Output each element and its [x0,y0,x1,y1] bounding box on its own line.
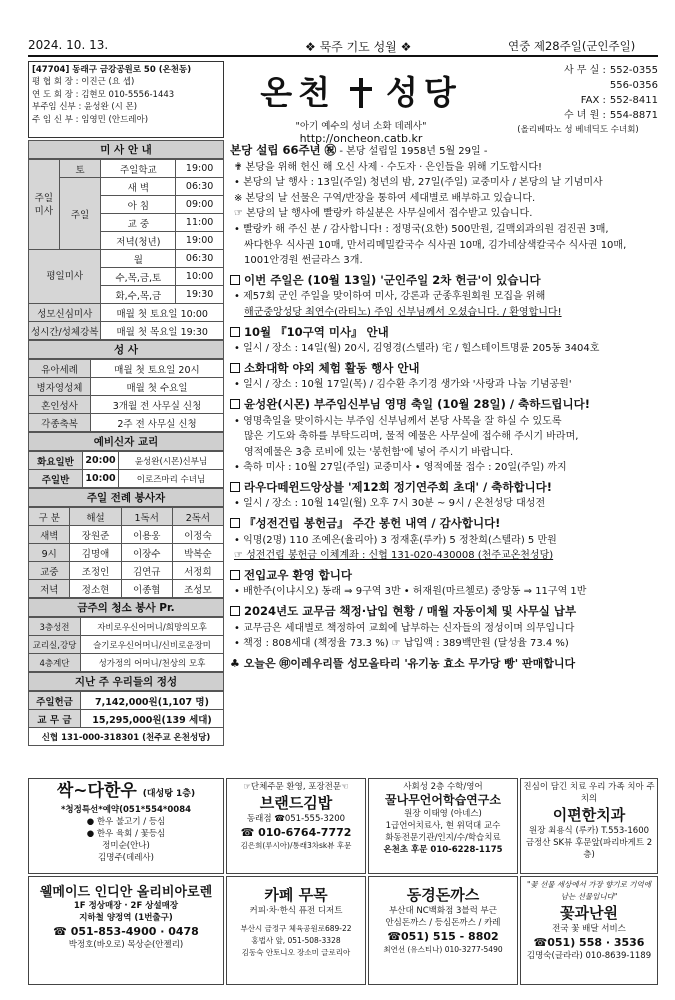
news-item [230,397,658,476]
ad-line: 1급언어치료사, 현 위덕대 교수 [385,821,501,831]
ad-subtitle: (대성탕 1층) [142,789,196,799]
ad-subtitle: "꽃 선물 세상에서 가장 향기로 기억에 남는 선물입니다" [526,880,652,901]
cleaning-groups: 성가정의 어머니/천상의 모후 [81,654,224,672]
ad-box [226,778,366,874]
ads-section [28,778,658,985]
news-line: • 일시 / 장소 : 10월 17일(목) / 김수환 추기경 생가와 '사랑과 나눔 기념공원' [234,379,572,391]
news-item [230,604,658,652]
ad-title: 싹~다한우 [56,781,137,801]
contact-value: 552-8411 [609,95,658,106]
ad-line: 전국 꽃 배달 서비스 [552,924,626,934]
closing-notice: ♣ 오늘은 ㊞이레우리뜰 성모올타리 '유기농 효소 무가당 빵' 판매합니다 [230,656,576,670]
mass-time: 19:30 [176,286,224,304]
server-cell: 장원준 [70,526,121,544]
ad-title: 브랜드김밥 [259,794,333,812]
mass-table [28,159,224,340]
ad-line: 김명주(데레사) [98,853,154,863]
prep-time: 10:00 [83,470,119,488]
mass-name: 새 벽 [101,178,176,196]
news-title: 본당 설립 66주년 ㊗ [230,143,337,157]
checkbox-icon [230,570,240,580]
checkbox-icon [230,518,240,528]
news-line: • 교무금은 세대별로 책정하여 교회에 납부하는 신자들의 정성이며 의무입니다 [234,622,575,634]
mass-name: 아 침 [101,196,176,214]
ad-line: 원장 최용식 (루카) T.553-1600 [528,826,650,836]
ad-line: 동래점 ☎051-555-3200 [246,814,346,824]
server-cell: 이종협 [121,580,172,598]
mass-time: 19:00 [176,232,224,250]
ad-line: 박정호(바오로) 목상순(안젤리) [68,940,184,950]
website-link[interactable]: http://oncheon.catb.kr [299,132,423,145]
news-line: • 제57회 군인 주일을 맞이하여 미사, 강론과 군종후원회원 모집을 위해 [234,291,546,303]
server-cell: 정소현 [70,580,121,598]
mass-time: 19:00 [176,160,224,178]
prep-class: 주일반 [29,470,83,488]
month-title: ❖ 묵주 기도 성월 ❖ [305,40,412,54]
news-column [230,143,658,671]
extra-mass-value: 매월 첫 토요일 10:00 [101,304,224,322]
ad-line: ● 한우 육회 / 꽃등심 [86,829,166,839]
mass-name: 수,목,금,토 [101,268,176,286]
mass-time: 06:30 [176,178,224,196]
news-line: 1001안경원 썬글라스 3개. [244,255,363,267]
server-cell: 조정인 [70,562,121,580]
contact-label: 사 무 실 : [563,65,606,76]
sacrament-name: 각종축복 [29,414,91,432]
ad-line: 1F 정상매장 · 2F 상설매장 [73,901,179,911]
news-line: 싸다한우 식사권 10매, 만서리메밀칼국수 식사권 10매, 김가네삼색칼국수 식사권 10매, [244,239,627,251]
contact-value: 552-0355 [609,65,658,76]
server-cell: 새벽 [29,526,70,544]
ad-line: 김동숙 안토니오 장소미 글로리아 [241,948,351,957]
ad-subtitle: 커피·차·한식 퓨전 디저트 [249,906,343,916]
cleaning-area: 3층성전 [29,618,81,636]
contact-label: 수 녀 원 : [563,110,606,121]
ad-subtitle: 사회성 2층 수학/영어 [403,782,483,792]
ad-line: 안심돈까스 / 등심돈까스 / 카레 [385,918,501,928]
news-line: ☞ 성전건립 봉헌금 이체계좌 : 신협 131-020-430008 (천주교온천성당) [234,550,554,562]
news-line: ※ 본당의 날 선물은 구역/반장을 통하여 세대별로 배부하고 있습니다. [234,192,536,204]
server-cell: 김명애 [70,544,121,562]
ad-line: *청정특선*예약(051*554*0084 [60,805,192,815]
news-title: 전입교우 환영 합니다 [244,567,352,582]
news-item [230,143,658,269]
ad-line: 부산대 NC백화점 3블럭 부근 [389,906,497,916]
server-cell: 이용웅 [121,526,172,544]
council-president: 평 협 회 장 : 이진근 (요 셉) [32,77,135,88]
offering-value: 7,142,000원(1,107 명) [81,692,224,710]
contact-value: 556-0356 [609,80,658,91]
logo-name-left: 온천 [260,73,336,112]
server-cell: 박복순 [172,544,223,562]
bulletin-page [28,61,658,985]
server-cell: 이정숙 [172,526,223,544]
ad-subtitle: ☞단체주문 환영, 포장전문☜ [243,782,349,792]
cleaning-groups: 슬기로우신어머니/신비로운장미 [81,636,224,654]
checkbox-icon [230,327,240,337]
prep-class: 화요일반 [29,452,83,470]
news-title: 이번 주일은 (10월 13일) '군인주일 2차 헌금'이 있습니다 [244,272,541,287]
news-item [230,361,658,393]
server-cell: 9시 [29,544,70,562]
checkbox-icon [230,275,240,285]
sacrament-name: 유아세례 [29,360,91,378]
ad-line: 김은희(루시아)/통래3차sk뷰 후문 [240,841,352,850]
ad-line: 최연선 (유스티나) 010-3277-5490 [383,945,503,954]
sacraments-table [28,359,224,432]
news-title: 『성전건립 봉헌금』 주간 봉헌 내역 / 감사합니다! [244,516,501,531]
contact-info [498,61,658,138]
ad-line: 화동전문기관/인지/수/학습치료 [385,833,501,843]
ad-line: 지하철 양정역 (1번출구) [79,913,173,923]
mass-time: 06:30 [176,250,224,268]
offering-title: 지난 주 우리들의 정성 [28,672,224,691]
checkbox-icon [230,606,240,616]
address: [47704] 동래구 금강공원로 50 (온천동) [32,65,192,75]
ad-line: 정미순(안나) [102,841,150,851]
news-item [230,480,658,512]
assistant-priest: 부주임 신부 : 윤성완 (시 몬) [32,102,138,113]
contact-value: 554-8871 [609,110,658,121]
ad-title: 이편한치과 [552,806,626,824]
extra-mass-label: 성시간/성체강복 [29,322,101,340]
weekday-mass-label: 평일미사 [29,250,101,304]
mass-name: 주일학교 [101,160,176,178]
mass-time: 09:00 [176,196,224,214]
parish-info [28,61,224,138]
server-cell: 김연규 [121,562,172,580]
mass-time: 10:00 [176,268,224,286]
sacrament-info: 매월 첫 토요일 20시 [91,360,224,378]
news-line: • 책정 : 808세대 (책정율 73.3 %) ☞ 납입액 : 389백만원 (달성율 73.4 %) [234,638,569,650]
news-item [230,325,658,357]
header-rule [28,55,658,57]
news-line: • 본당의 날 행사 : 13일(주일) 청년의 밤, 27일(주일) 교중미사 / 본당의 날 기념미사 [234,177,603,189]
servers-header: 구 분 [29,508,70,526]
pastor: 주 임 신 부 : 임영민 (안드레아) [32,114,149,125]
offering-label: 주일헌금 [29,692,81,710]
server-cell: 저녁 [29,580,70,598]
ad-line: ☎051) 558 · 3536 [533,936,645,949]
parish-logo [226,61,496,145]
extra-mass-value: 매월 첫 목요일 19:30 [101,322,224,340]
server-cell: 서정희 [172,562,223,580]
sat-label: 토 [59,160,101,178]
mass-time: 11:00 [176,214,224,232]
news-line: • 익명(2명) 110 조예은(율리아) 3 정재훈(루카) 5 정찬희(스텔라) 5 만원 [234,534,557,546]
sacrament-info: 3개월 전 사무실 신청 [91,396,224,414]
server-cell: 조성모 [172,580,223,598]
news-line: • 배한주(이냐시오) 동래 ⇒ 9구역 3반 • 허재원(마르첼로) 중앙동 ⇒ 11구역 1반 [234,586,587,598]
ad-title: 꿀나무언어학습연구소 [385,793,501,807]
news-line: • 일시 / 장소 : 14일(월) 20시, 김영경(스텔라) 宅 / 힐스테이트명륜 205동 3404호 [234,343,600,355]
news-line: 영적예물은 3층 로비에 있는 '봉헌함'에 넣어 주시기 바랍니다. [244,446,514,458]
extra-mass-label: 성모신심미사 [29,304,101,322]
ad-line: 홍법사 앞, 051-508-3328 [251,936,341,945]
news-line: • 일시 / 장소 : 10월 14일(월) 오후 7시 30분 ~ 9시 / 온천성당 대성전 [234,498,546,510]
news-line: ☞ 본당의 날 행사에 빨랑카 하실분은 사무실에서 접수받고 있습니다. [234,208,533,220]
news-title: 2024년도 교무금 책정·납입 현황 / 매월 자동이체 및 사무실 납부 [244,604,577,619]
ad-line: ☎ 010-6764-7772 [240,826,352,839]
servers-table [28,507,224,598]
offering-value: 15,295,000원(139 세대) [81,710,224,728]
servers-title: 주일 전례 봉사자 [28,488,224,507]
ad-box [28,876,224,985]
news-title: 10월 『10구역 미사』 안내 [244,324,389,339]
prep-teacher: 윤성완(시몬)신부님 [119,452,224,470]
ad-subtitle: 진심이 담긴 치료 우리 가족 치아 주치의 [523,782,655,804]
offering-label: 교 무 금 [29,710,81,728]
ad-box [368,778,518,874]
news-line: • 빨랑카 해 주신 분 / 감사합니다! : 정명국(요한) 500만원, 길맥외과의원 검진권 3매, [234,223,609,235]
news-line: • 축하 미사 : 10월 27일(주일) 교중미사 • 영적예물 접수 : 20일(주일) 까지 [234,462,567,474]
mass-name: 저녁(청년) [101,232,176,250]
ad-line: 부산시 금정구 체육공원로689-22 [240,924,352,933]
news-title: 윤성완(시몬) 부주임신부님 영명 축일 (10월 28일) / 축하드립니다! [244,396,591,411]
prep-teacher: 이로즈마리 수녀님 [119,470,224,488]
sun-mass-label: 주일미사 [29,160,60,250]
cross-icon [350,78,372,108]
servers-header: 해설 [70,508,121,526]
mass-name: 월 [101,250,176,268]
yeondo-president: 연 도 회 장 : 김현모 010-5556-1443 [32,89,175,100]
servers-header: 1독서 [121,508,172,526]
ad-title: 카페 무목 [264,886,328,904]
cleaning-title: 금주의 청소 봉사 Pr. [28,598,224,617]
ad-line: 김명숙(글라라) 010-8639-1189 [526,951,652,961]
sacraments-title: 성 사 [28,340,224,359]
ad-box [28,778,224,874]
news-title: 소화대학 야외 체험 활동 행사 안내 [244,360,420,375]
patron-motto: "아기 예수의 성녀 소화 데레사" [295,121,427,132]
logo-name-right: 성당 [386,73,462,112]
mass-name: 교 중 [101,214,176,232]
liturgical-week: 연중 제28주일(군인주일) [508,39,636,53]
ad-title: 동경돈까스 [406,886,480,904]
checkbox-icon [230,363,240,373]
ad-box [520,876,658,985]
cleaning-area: 교리실,강당 [29,636,81,654]
checkbox-icon [230,482,240,492]
ad-line: ● 한우 불고기 / 등심 [86,817,166,827]
news-line: 많은 기도와 축하를 부탁드리며, 물적 예물은 사무실에 접수해 주시기 바라며, [244,431,579,443]
news-line: 해군중앙성당 최연수(라티노) 주임 신부님께서 오셨습니다. / 환영합니다! [244,306,562,318]
news-item [230,273,658,321]
prep-title: 예비신자 교리 [28,432,224,451]
ad-title: 웰메이드 인디안 올리비아로렌 [39,885,213,900]
issue-date: 2024. 10. 13. [28,38,109,52]
contact-label: FAX : [580,95,606,106]
mass-name: 화,수,목,금 [101,286,176,304]
prep-time: 20:00 [83,452,119,470]
cleaning-area: 4층계단 [29,654,81,672]
sacrament-info: 매월 첫 수요일 [91,378,224,396]
cleaning-table [28,617,224,672]
sacrament-name: 병자영성체 [29,378,91,396]
offering-table [28,691,224,746]
ad-line: ☎051) 515 - 8802 [387,930,499,943]
cleaning-groups: 자비로우신어머니/희망의모후 [81,618,224,636]
mass-title: 미 사 안 내 [28,140,224,159]
sacrament-name: 혼인성사 [29,396,91,414]
offering-account: 신협 131-000-318301 (천주교 온천성당) [29,728,224,746]
ad-line: 원장 이태영 (아네스) [404,809,482,819]
checkbox-icon [230,399,240,409]
left-column [28,140,224,746]
ad-box [226,876,366,985]
news-line: • 영명축일을 맞이하시는 부주임 신부님께서 본당 사목을 잘 하실 수 있도록 [234,415,562,427]
sun-label: 주일 [59,178,101,250]
ad-box [368,876,518,985]
ad-box [520,778,658,874]
server-cell: 이장수 [121,544,172,562]
server-cell: 교중 [29,562,70,580]
ad-line: 금정산 SK뷰 후문앞(파리바게트 2층) [525,838,653,860]
news-item [230,516,658,564]
news-item [230,568,658,600]
news-subtitle: - 본당 설립일 1958년 5월 29일 - [339,146,488,157]
ad-line: ☎ 051-853-4900 · 0478 [53,925,199,938]
news-title: 라우다떼윈드앙상블 '제12회 정기연주회 초대' / 축하합니다! [244,479,553,494]
ad-line: 온천초 후문 010-6228-1175 [383,845,503,855]
ad-title: 꽃과난원 [560,904,618,922]
convent-note: (올리베따노 성 베네딕도 수녀회) [517,125,639,135]
news-line: ✟ 본당을 위해 헌신 해 오신 사제 · 수도자 · 은인들을 위해 기도합시다! [234,161,543,173]
servers-header: 2독서 [172,508,223,526]
sacrament-info: 2주 전 사무실 신청 [91,414,224,432]
prep-table [28,451,224,488]
